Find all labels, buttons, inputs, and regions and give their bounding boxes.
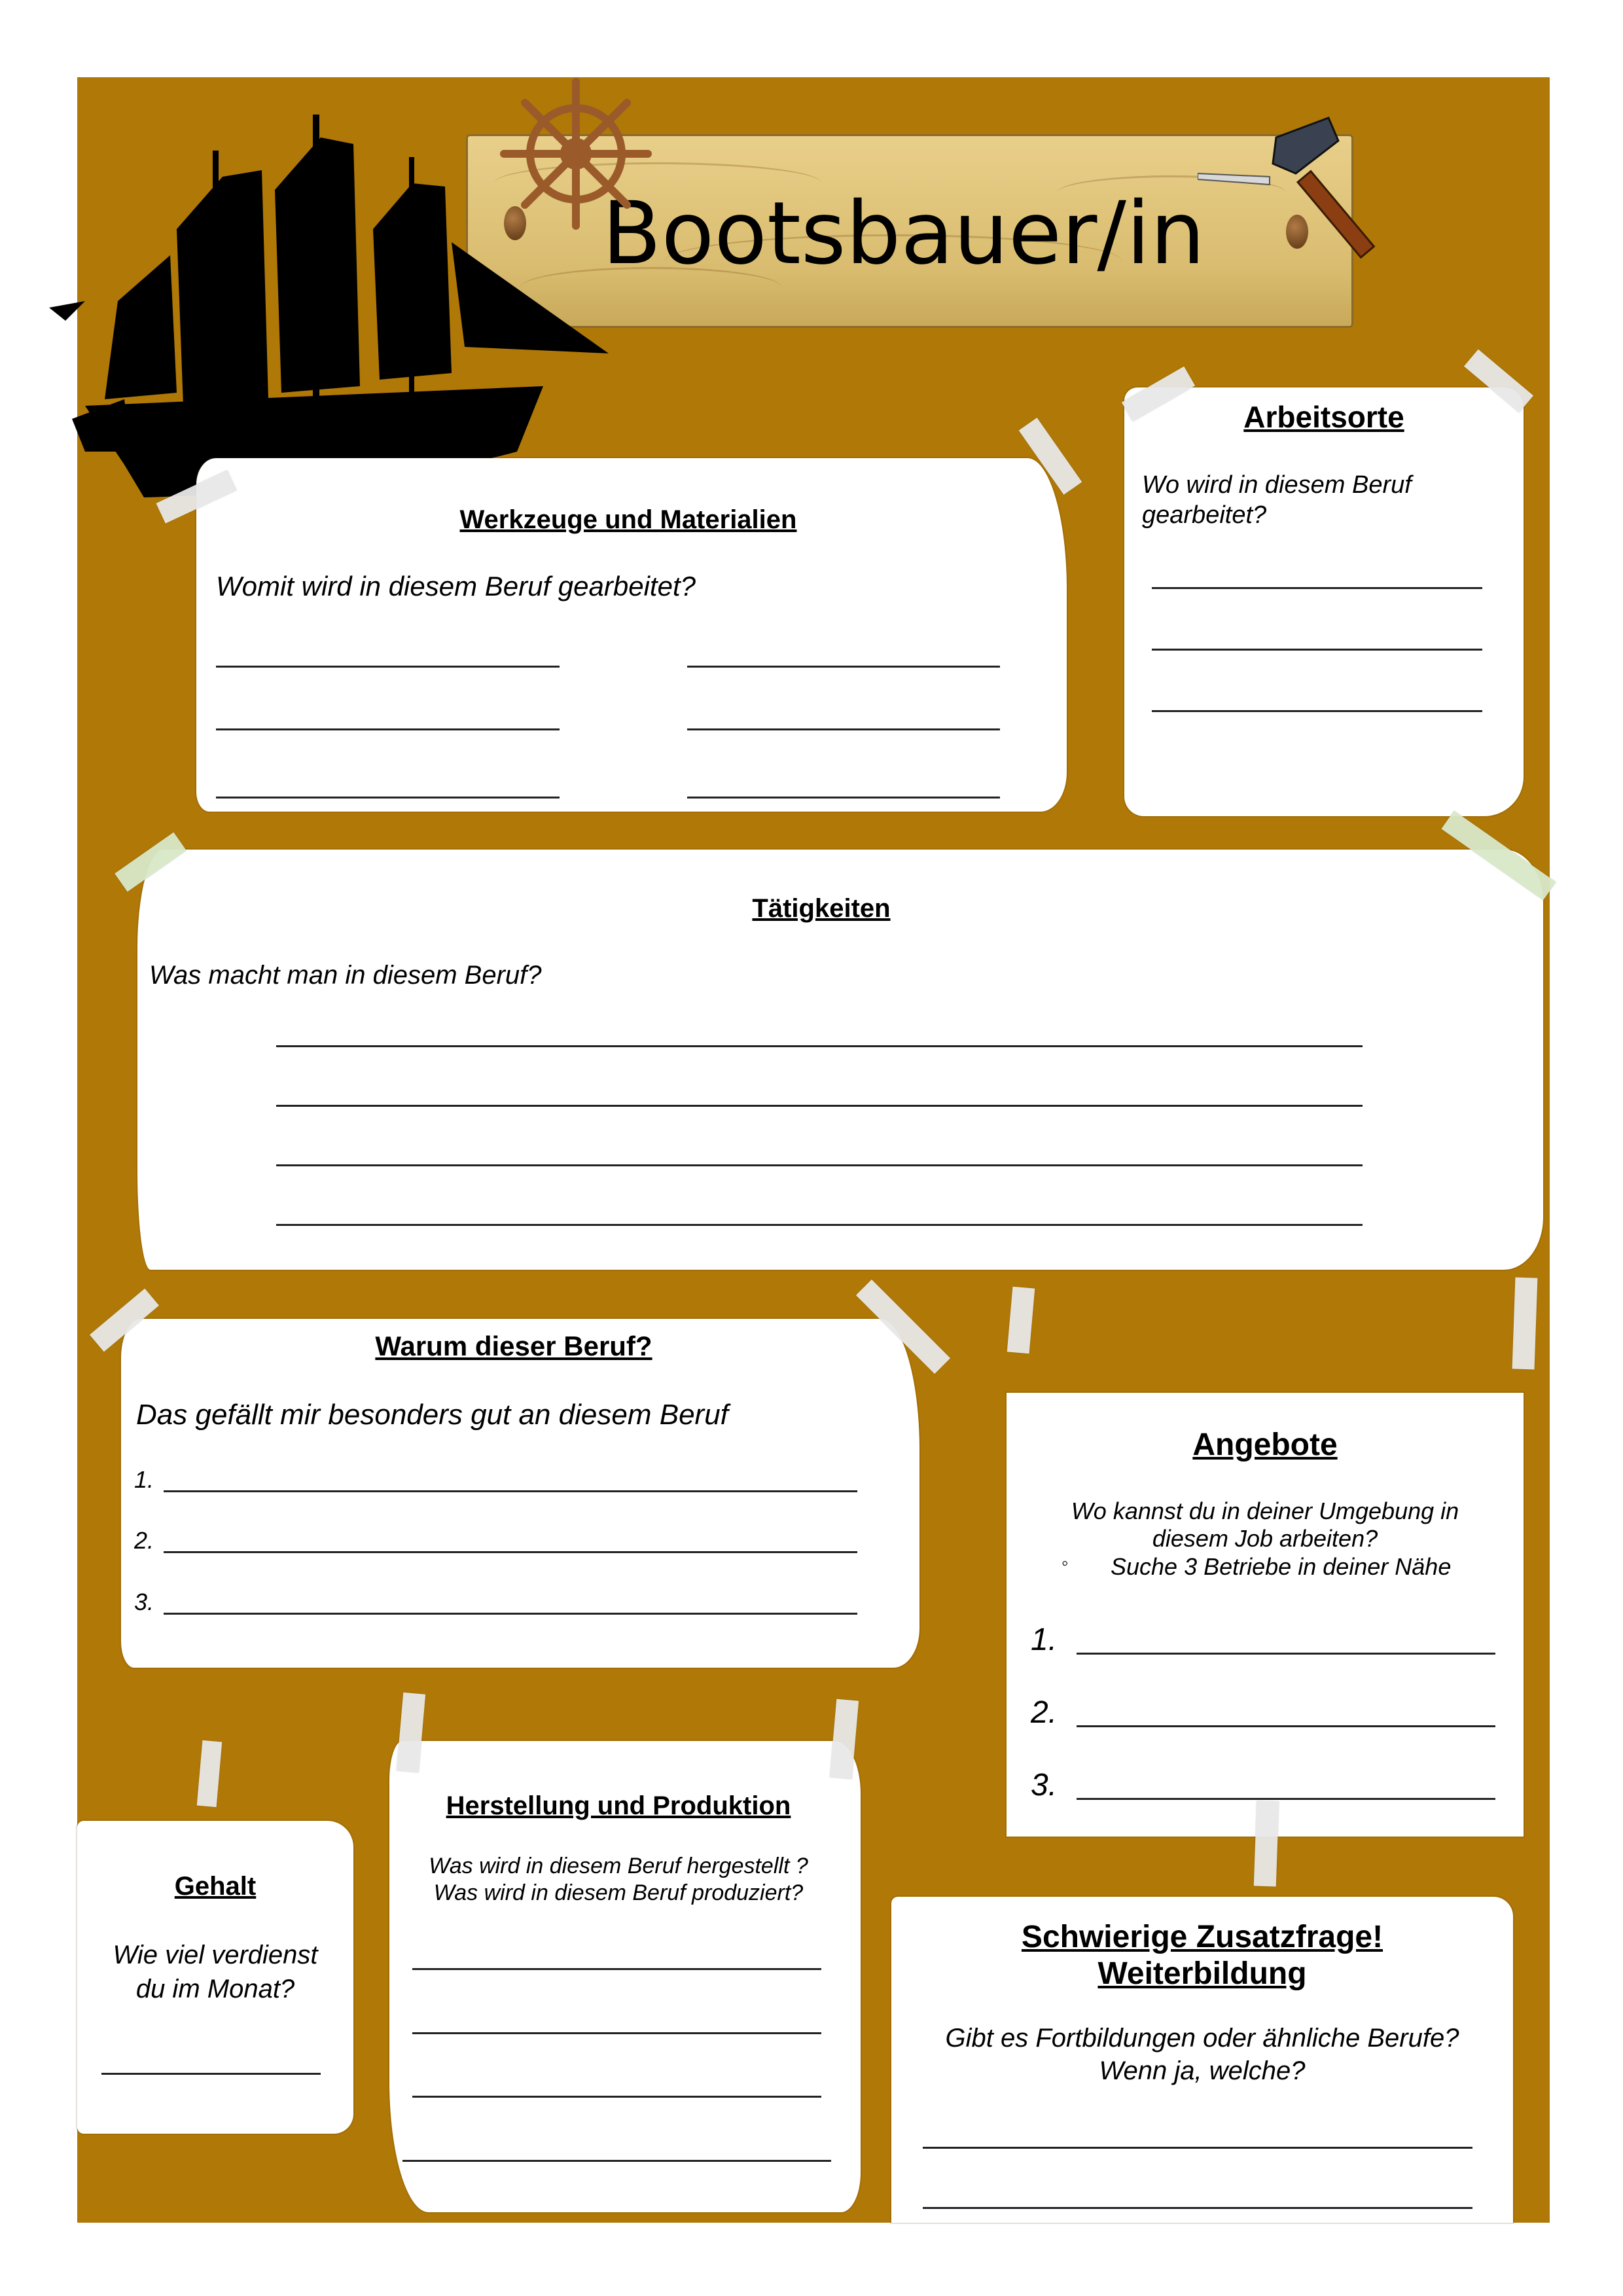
arbeitsorte-card (1124, 387, 1524, 816)
answer-line[interactable] (164, 1490, 857, 1492)
answer-line[interactable] (216, 666, 560, 668)
zusatz-heading-line1: Schwierige Zusatzfrage! (1021, 1920, 1383, 1954)
warum-question: Das gefällt mir besonders gut an diesem Beruf (136, 1399, 728, 1431)
gehalt-question-line1: Wie viel verdienst (113, 1941, 318, 1969)
answer-line[interactable] (1152, 587, 1482, 589)
werkzeuge-heading: Werkzeuge und Materialien (459, 505, 797, 534)
herstellung-heading: Herstellung und Produktion (446, 1791, 791, 1820)
answer-line[interactable] (276, 1105, 1363, 1107)
zusatz-question-line1: Gibt es Fortbildungen oder ähnliche Berufe? (945, 2024, 1459, 2053)
arbeitsorte-question: Wo wird in diesem Beruf gearbeitet? (1142, 471, 1412, 529)
answer-line[interactable] (1077, 1798, 1495, 1800)
answer-line[interactable] (412, 2096, 821, 2098)
gehalt-heading: Gehalt (174, 1872, 257, 1901)
answer-line[interactable] (687, 797, 1000, 798)
answer-line[interactable] (1077, 1725, 1495, 1727)
arbeitsorte-heading: Arbeitsorte (1243, 400, 1404, 434)
warum-card (121, 1319, 919, 1668)
zusatz-question-line2: Wenn ja, welche? (1099, 2056, 1306, 2085)
ship-icon (46, 111, 622, 504)
angebote-question-line2: diesem Job arbeiten? (1152, 1525, 1378, 1552)
list-number: 1. (134, 1466, 154, 1493)
hammer-icon (1198, 111, 1440, 275)
list-number: 2. (134, 1527, 154, 1554)
angebote-heading: Angebote (1192, 1427, 1338, 1462)
list-number: 3. (134, 1588, 154, 1615)
herstellung-question-line2: Was wird in diesem Beruf produziert? (433, 1880, 804, 1905)
answer-line[interactable] (276, 1164, 1363, 1166)
answer-line[interactable] (402, 2160, 831, 2162)
answer-line[interactable] (412, 1968, 821, 1970)
angebote-question-line1: Wo kannst du in deiner Umgebung in (1071, 1498, 1459, 1524)
answer-line[interactable] (216, 728, 560, 730)
answer-line[interactable] (164, 1551, 857, 1553)
answer-line[interactable] (1152, 649, 1482, 651)
tape (1512, 1277, 1538, 1369)
bullet-icon: ◦ (1061, 1552, 1069, 1574)
answer-line[interactable] (276, 1224, 1363, 1226)
answer-line[interactable] (164, 1613, 857, 1615)
list-number: 3. (1031, 1768, 1058, 1803)
answer-line[interactable] (101, 2073, 321, 2075)
taetigkeiten-question: Was macht man in diesem Beruf? (149, 961, 542, 990)
answer-line[interactable] (412, 2032, 821, 2034)
list-number: 1. (1031, 1623, 1058, 1657)
gehalt-question-line2: du im Monat? (135, 1975, 295, 2003)
taetigkeiten-heading: Tätigkeiten (752, 894, 891, 923)
zusatz-heading-line2: Weiterbildung (1097, 1956, 1307, 1991)
list-number: 2. (1031, 1695, 1058, 1730)
page-title: Bootsbauer/in (602, 183, 1205, 284)
werkzeuge-question: Womit wird in diesem Beruf gearbeitet? (216, 571, 696, 601)
answer-line[interactable] (923, 2207, 1472, 2209)
angebote-instruction: Suche 3 Betriebe in deiner Nähe (1111, 1553, 1452, 1580)
answer-line[interactable] (687, 728, 1000, 730)
answer-line[interactable] (276, 1045, 1363, 1047)
herstellung-question-line1: Was wird in diesem Beruf hergestellt ? (429, 1854, 808, 1878)
tape (1254, 1801, 1279, 1886)
warum-heading: Warum dieser Beruf? (375, 1331, 652, 1361)
answer-line[interactable] (1152, 710, 1482, 712)
answer-line[interactable] (1077, 1653, 1495, 1655)
answer-line[interactable] (216, 797, 560, 798)
answer-line[interactable] (687, 666, 1000, 668)
answer-line[interactable] (923, 2147, 1472, 2149)
